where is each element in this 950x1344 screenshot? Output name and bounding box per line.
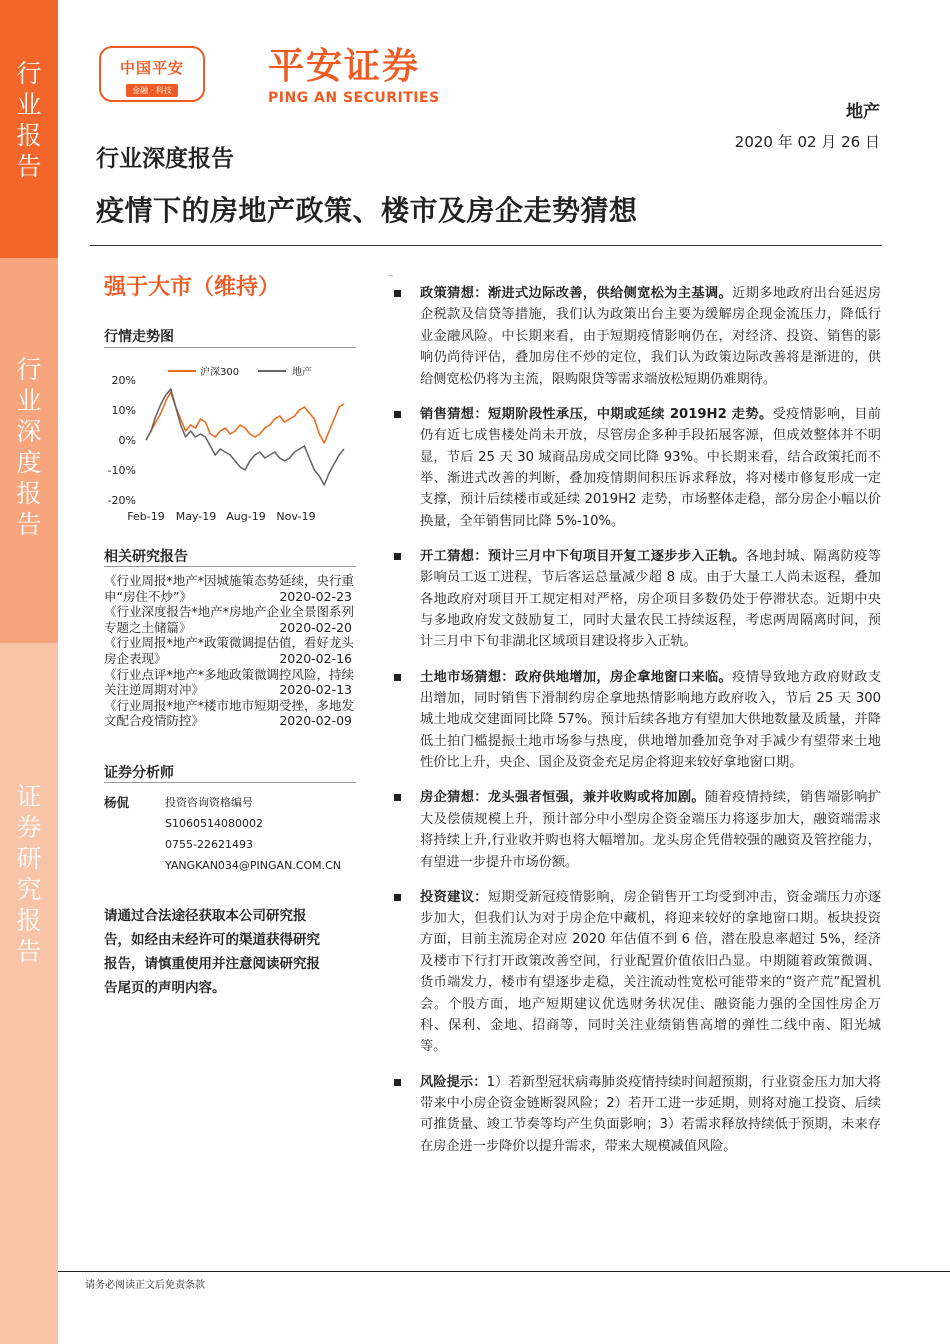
pingan-logo-text: 中国平安 [119,59,184,77]
x-axis [127,510,315,523]
sidebar-char: 报 [16,121,42,150]
bullet-policy [388,283,881,390]
pingan-securities-logo [268,48,448,106]
sidebar-char: 报 [16,479,42,508]
related-report-title: 《行业周报*地产*因城施策态势延续，央行重申“房住不炒”》 [104,573,355,604]
chart-series [146,389,344,485]
bullet-construction [388,546,881,653]
rating: 强于大市（维持） [104,275,281,300]
related-report-date: 2020-02-13 [279,682,352,698]
sector-label: 地产 [846,102,880,122]
analyst-qualification: 投资咨询资格编号 [165,796,253,809]
market-trend-chart [100,358,356,530]
bullet-body: 受疫情影响，目前仍有近七成售楼处尚未开放，尽管房企多种手段拓展客源，但成效整体并不明显，节后 25 天 30 城商品房成交同比降 93%。中长期来看，结合政策托而不举、渐进式改善的判断，叠加疫情期间积压诉求释放，将对楼市修复形成一定支撑，预计后续楼市或延续 2019H2 走势，市场整体走稳，部分房企小幅以价换量，全年销售同比降 5%-10%。 [420,406,881,529]
sidebar-char: 告 [16,510,42,539]
page-title: 疫情下的房地产政策、楼市及房企走势猜想 [96,194,638,227]
series-line-property [146,389,344,485]
chart-label: 行情走势图 [104,329,174,345]
analyst-license-number: S1060514080002 [165,817,263,830]
related-reports-label: 相关研究报告 [104,549,188,565]
divider [104,566,356,567]
related-report-date: 2020-02-16 [279,650,352,666]
bullet-body: 随着疫情持续，销售端影响扩大及偿债规模上升，预计部分中小型房企资金端压力将逐步加大，融资端需求将持续上升,行业收并购也将大幅增加。龙头房企凭借较强的融资及管控能力，有望进一步提升市场份额。 [420,790,882,870]
sidebar-char: 深 [16,417,42,446]
related-report-date: 2020-02-09 [279,713,352,729]
main-content [388,283,881,1171]
analyst-name: 杨侃 [104,795,130,810]
bullet-body: 短期受新冠疫情影响，房企销售开工均受到冲击，资金端压力亦逐步加大，但我们认为对于房企危中藏机，将迎来较好的拿地窗口期。板块投资方面，目前主流房企对应 2020 年估值不到 6 倍，潜在股息率超过 5%，经济及楼市下行打开政策改善空间，行业配置价值依旧凸显。中期随着政策微调、货币端发力，楼市有望逐步走稳，关注流动性宽松可能带来的“资产荒”配置机会。个股方面，地产短期建议优选财务状况佳、融资能力强的全国性房企万科、保利、金地、招商等，同时关注业绩销售高增的弹性二线中南、阳光城等。 [420,889,882,1055]
related-report-item[interactable] [104,667,360,698]
analyst-info [165,792,385,876]
divider [104,347,356,348]
x-tick-label: Aug-19 [226,510,266,523]
sidebar-char: 业 [16,90,42,119]
sidebar-char: 业 [16,386,42,415]
sidebar-char: 告 [16,152,42,181]
sidebar-char: 证 [16,782,42,811]
bullet-heading: 销售猜想：短期阶段性承压，中期或延续 2019H2 走势。 [420,406,773,422]
bullet-land-market [388,667,881,774]
bullet-body: 各地封城、隔离防疫等影响员工返工进程，节后客运总量减少超 8 成。由于大量工人尚未返程，叠加各地政府对项目开工规定相对严格，房企项目多数仍处于停滞状态。近期中央与多地政府发文鼓励复工，同时大量农民工持续返程，考虑两周隔离时间，预计三月中下旬非湖北区域项目建设将步入正轨。 [420,548,882,650]
footer-text: 请务必阅读正文后免责条款 [85,1280,205,1291]
y-tick-label: 20% [111,374,136,387]
sidebar-char: 究 [16,875,42,904]
bullet-heading: 房企猜想：龙头强者恒强，兼并收购或将加剧。 [420,790,705,806]
sidebar-char: 券 [16,813,42,842]
related-report-item[interactable] [104,573,360,604]
sidebar-block-deep-report [0,258,58,643]
legend-label-property: 地产 [292,367,312,378]
bullet-investment [388,887,881,1058]
sidebar-block-industry-report [0,0,58,258]
analyst-email[interactable]: YANGKAN034@PINGAN.COM.CN [165,859,342,872]
bullet-body: 1）若新型冠状病毒肺炎疫情持续时间超预期，行业资金压力加大将带来中小房企资金链断裂风险；2）若开工进一步延期，则将对施工投资、后续可推货量、竣工节奏等均产生负面影响；3）若需求释放持续低于预期，未来存在房企进一步降价以提升需求，带来大规模减值风险。 [420,1074,881,1154]
bullet-risk [388,1072,881,1158]
related-reports-list [104,573,360,729]
series-line-hs300 [146,392,344,443]
chart-legend [168,365,312,378]
x-tick-label: May-19 [175,510,217,523]
securities-logo-en: PING AN SECURITIES [268,90,440,106]
analyst-phone: 0755-22621493 [165,838,253,851]
related-report-item[interactable] [104,604,360,635]
pingan-logo [99,46,205,102]
y-tick-label: 0% [118,434,136,447]
securities-logo-cn: 平安证券 [268,46,421,87]
bullet-sales [388,404,881,532]
analyst-label: 证券分析师 [104,765,174,781]
bullet-body: 疫情导致地方政府财政支出增加，同时销售下滑制约房企拿地热情影响地方政府收入，节后 25 天 300 城土地成交建面同比降 57%。预计后续各地方有望加大供地数量及质量，并降低土拍门槛提振土地市场参与热度，供地增加叠加竞争对手减少有望带来土地性价比上升，央企、国企及资金充足房企将迎来较好拿地窗口期。 [420,669,882,771]
related-report-title: 《行业深度报告*地产*房地产企业全景图系列专题之土储篇》 [104,604,355,635]
related-report-date: 2020-02-20 [279,619,352,635]
y-tick-label: 10% [111,404,136,417]
x-tick-label: Feb-19 [127,510,165,523]
disclaimer-notice: 请通过合法途径获取本公司研究报告，如经由未经许可的渠道获得研究报告，请慎重使用并注意阅读研究报告尾页的声明内容。 [104,908,320,996]
bullet-heading: 投资建议： [420,889,488,905]
bullet-body: 近期多地政府出台延迟房企税款及信贷等措施，我们认为政策出台主要为缓解房企现金流压力，降低行业金融风险。中长期来看，由于短期疫情影响仍在，对经济、投资、销售的影响仍尚待评估，叠加房住不炒的定位，我们认为政策边际改善将是渐进的，供给侧宽松仍将为主流，限购限贷等需求端放松短期仍难期待。 [420,286,882,387]
y-tick-label: -10% [107,464,136,477]
sidebar-char: 报 [16,906,42,935]
sidebar-block-securities-research [0,643,58,1344]
related-report-title: 《行业点评*地产*多地政策微调控风险，持续关注逆周期对冲》 [104,666,355,698]
header-divider [90,245,882,246]
bullet-developers [388,787,881,873]
bullet-heading: 土地市场猜想：政府供地增加，房企拿地窗口来临。 [420,669,733,685]
footer-divider [58,1271,950,1272]
report-date: 2020 年 02 月 26 日 [734,133,880,151]
divider [104,782,356,783]
bullet-heading: 政策猜想：渐进式边际改善，供给侧宽松为主基调。 [420,286,733,301]
related-report-date: 2020-02-23 [279,588,352,604]
related-report-title: 《行业周报*地产*楼市地市短期受挫，多地发文配合疫情防控》 [104,697,355,729]
sidebar-char: 告 [16,937,42,966]
column-marker: – [388,270,393,281]
sidebar-char: 度 [16,448,42,477]
related-report-title: 《行业周报*地产*政策微调提估值，看好龙头房企表现》 [104,635,355,666]
sidebar-char: 行 [16,59,42,88]
bullet-heading: 风险提示： [420,1074,487,1090]
y-axis [108,374,136,507]
sidebar-char: 研 [16,844,42,873]
pingan-logo-subtext: 金融 · 科技 [126,84,178,97]
y-tick-label: -20% [107,494,136,507]
related-report-item[interactable] [104,698,360,729]
report-type: 行业深度报告 [96,146,234,172]
legend-label-hs300: 沪深300 [200,367,240,378]
related-report-item[interactable] [104,635,360,666]
x-tick-label: Nov-19 [276,510,316,523]
bullet-heading: 开工猜想：预计三月中下旬项目开复工逐步步入正轨。 [420,548,746,564]
sidebar-char: 行 [16,355,42,384]
